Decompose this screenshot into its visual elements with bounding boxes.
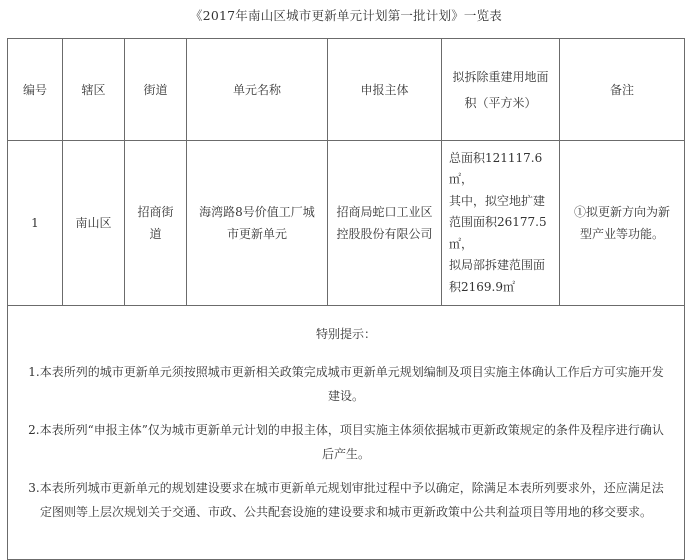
header-area [442,39,560,141]
cell-applicant-text: 招商局蛇口工业区控股股份有限公司 [336,205,433,241]
plan-table-wrapper [7,38,685,560]
table-header-row [8,39,685,141]
area-line: 其中，拟空地扩建 [449,193,546,208]
cell-unit-name [187,141,328,306]
area-line: 总面积121117.6㎡， [449,150,543,187]
header-district: 辖区 [63,39,125,141]
table-row [8,141,685,306]
note-item-3: 3.本表所列城市更新单元的规划建设要求在城市更新单元规划审批过程中予以确定，除满足本表所列要求外，还应满足法定图则等上层次规划关于交通、市政、公共配套设施的建设要求和城市更新政策中公共利益项目等用地的移交要求。 [28,481,664,519]
cell-street-text: 招商街道 [137,205,174,241]
area-line: 积2169.9㎡ [449,279,515,294]
header-area-label: 拟拆除重建用地面积（平方米） [452,69,549,110]
cell-no: 1 [8,141,63,306]
header-no: 编号 [8,39,63,141]
header-street: 街道 [125,39,187,141]
cell-district: 南山区 [63,141,125,306]
notes-row [8,306,685,560]
header-remarks: 备注 [560,39,685,141]
cell-remarks-text: ①拟更新方向为新型产业等功能。 [573,205,670,241]
notes-title: 特别提示： [315,327,376,341]
header-applicant: 申报主体 [328,39,442,141]
area-line: 拟局部拆建范围面 [449,258,546,273]
header-unit-name: 单元名称 [187,39,328,141]
cell-area [442,141,560,306]
note-item-2: 2.本表所列“申报主体”仅为城市更新单元计划的申报主体，项目实施主体须依据城市更新政策规定的条件及程序进行确认后产生。 [28,423,664,461]
cell-unit-name-text: 海湾路8号价值工厂城市更新单元 [199,205,315,241]
notes-content [8,306,684,524]
notes-cell [8,306,685,560]
cell-street [125,141,187,306]
plan-table [7,38,685,560]
cell-applicant [328,141,442,306]
cell-remarks [560,141,685,306]
area-line: 范围面积26177.5㎡， [449,215,547,251]
note-item-1: 1.本表所列的城市更新单元须按照城市更新相关政策完成城市更新单元规划编制及项目实施主体确认工作后方可实施开发建设。 [28,365,664,403]
document-title: 《2017年南山区城市更新单元计划第一批计划》一览表 [189,8,502,23]
